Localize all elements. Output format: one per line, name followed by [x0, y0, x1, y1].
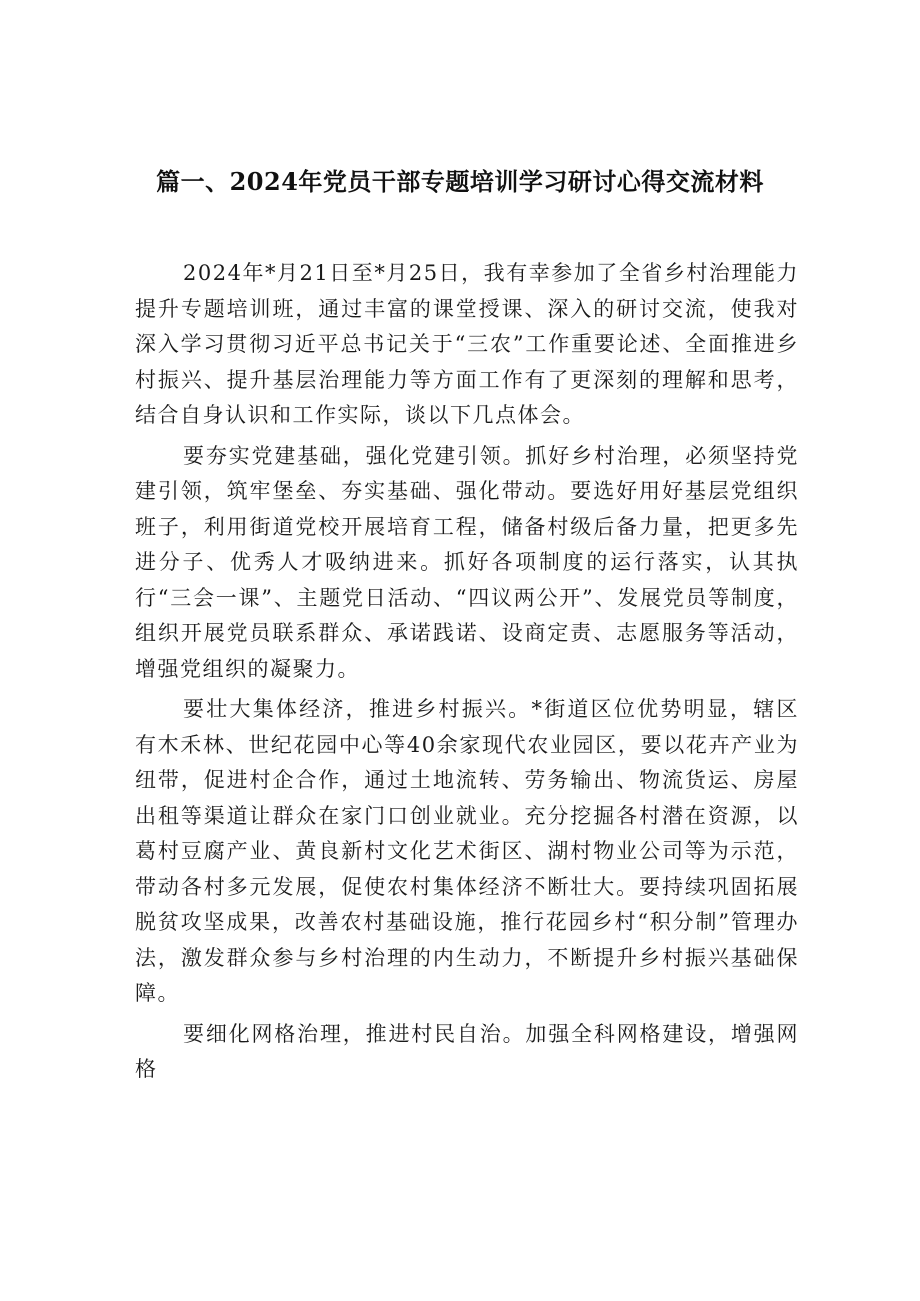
document-title: 篇一、2024年党员干部专题培训学习研讨心得交流材料: [156, 167, 764, 196]
paragraph-grid-governance: 要细化网格治理，推进村民自治。加强全科网格建设，增强网格: [135, 1021, 799, 1081]
paragraph-party-building: 要夯实党建基础，强化党建引领。抓好乡村治理，必须坚持党建引领，筑牢堡垒、夯实基础、强化带动。要选好用好基层党组织班子，利用街道党校开展培育工程，储备村级后备力量，把更多先进分子、优秀人才吸纳进来。抓好各项制度的运行落实，认其执行“三会一课”、主题党日活动、“四议两公开”、发展党员等制度，组织开展党员联系群众、承诺践诺、设商定责、志愿服务等活动，增强党组织的凝聚力。: [135, 443, 799, 681]
paragraph-intro: 2024年*月21日至*月25日，我有幸参加了全省乡村治理能力提升专题培训班，通过丰富的课堂授课、深入的研讨交流，使我对深入学习贯彻习近平总书记关于“三农”工作重要论述、全面推进乡村振兴、提升基层治理能力等方面工作有了更深刻的理解和思考，结合自身认识和工作实际，谈以下几点体会。: [135, 261, 799, 427]
document-body: [135, 256, 799, 1093]
paragraph-collective-economy: 要壮大集体经济，推进乡村振兴。*街道区位优势明显，辖区有木禾林、世纪花园中心等40余家现代农业园区，要以花卉产业为纽带，促进村企合作，通过土地流转、劳务输出、物流货运、房屋出租等渠道让群众在家门口创业就业。充分挖掘各村潜在资源，以葛村豆腐产业、黄良新村文化艺术街区、湖村物业公司等为示范，带动各村多元发展，促使农村集体经济不断壮大。要持续巩固拓展脱贫攻坚成果，改善农村基础设施，推行花园乡村“积分制”管理办法，激发群众参与乡村治理的内生动力，不断提升乡村振兴基础保障。: [135, 697, 799, 1005]
